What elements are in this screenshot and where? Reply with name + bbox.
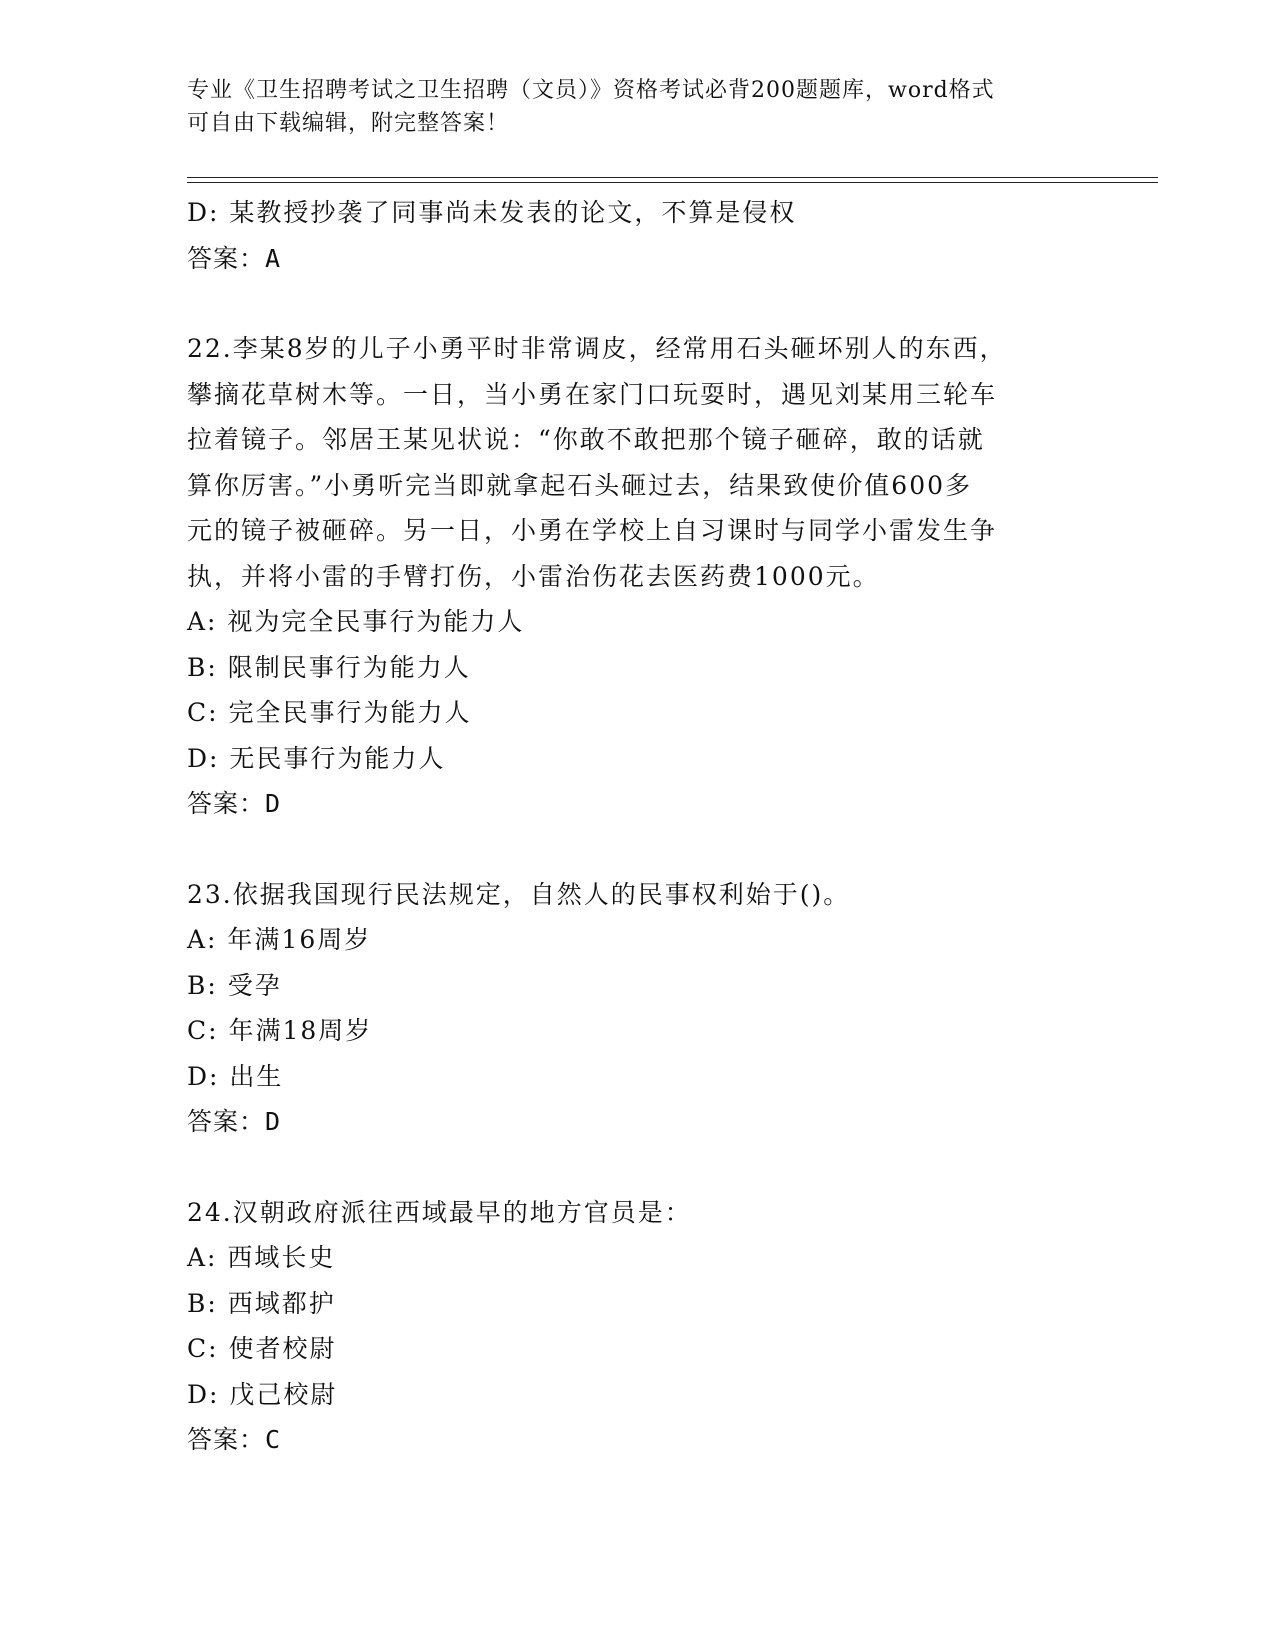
answer-line: [187, 781, 1087, 827]
answer-value: D: [265, 789, 282, 818]
stem-line: 22.李某8岁的儿子小勇平时非常调皮，经常用石头砸坏别人的东西，: [187, 334, 1007, 363]
option-c: C: 完全民事行为能力人: [187, 698, 472, 727]
spacer: [187, 281, 1087, 326]
answer-value: C: [265, 1425, 282, 1454]
answer-value: A: [265, 243, 282, 273]
stem-line: 拉着镜子。邻居王某见状说：“你敢不敢把那个镜子砸碎，敢的话就: [187, 425, 985, 454]
option-b: B: 限制民事行为能力人: [187, 652, 471, 682]
answer-label: 答案：: [187, 243, 266, 273]
question-23-stem: [187, 872, 1087, 918]
answer-label: 答案：: [187, 789, 266, 818]
option-b: B: 西域都护: [187, 1288, 336, 1318]
spacer: [187, 1145, 1087, 1190]
answer-line: [187, 1417, 1087, 1463]
stem-line: 24.汉朝政府派往西域最早的地方官员是：: [187, 1197, 692, 1227]
question-24-stem: [187, 1190, 1087, 1236]
option-d: D: 某教授抄袭了同事尚未发表的论文，不算是侵权: [187, 198, 797, 227]
question-content: [187, 190, 1087, 1463]
option-d: D: 戊己校尉: [187, 1379, 338, 1409]
header-line-2: 可自由下载编辑，附完整答案！: [187, 111, 510, 136]
stem-line: 元的镜子被砸碎。另一日，小勇在学校上自习课时与同学小雷发生争: [187, 516, 998, 545]
question-22-stem: [187, 326, 1087, 599]
answer-label: 答案：: [187, 1425, 266, 1454]
option-a: A: 视为完全民事行为能力人: [187, 607, 525, 636]
header-line-1: 专业《卫生招聘考试之卫生招聘（文员）》资格考试必背200题题库，word格式: [187, 78, 995, 103]
answer-line: [187, 236, 1087, 282]
option-c: C: 使者校尉: [187, 1334, 337, 1363]
stem-line: 算你厉害。”小勇听完当即就拿起石头砸过去，结果致使价值600多: [187, 470, 973, 500]
answer-label: 答案：: [187, 1107, 266, 1136]
answer-value: D: [265, 1107, 282, 1136]
stem-line: 攀摘花草树木等。一日，当小勇在家门口玩耍时，遇见刘某用三轮车: [187, 379, 998, 409]
option-b: B: 受孕: [187, 970, 282, 1000]
option-d: D: 出生: [187, 1061, 284, 1091]
spacer: [187, 827, 1087, 872]
document-header: [187, 74, 1087, 140]
header-divider: [187, 177, 1158, 183]
option-a: A: 年满16周岁: [187, 925, 372, 954]
option-a: A: 西域长史: [187, 1243, 336, 1272]
stem-line: 执，并将小雷的手臂打伤，小雷治伤花去医药费1000元。: [187, 561, 880, 591]
stem-line: 23.依据我国现行民法规定，自然人的民事权利始于()。: [187, 879, 851, 909]
option-c: C: 年满18周岁: [187, 1016, 373, 1045]
answer-line: [187, 1099, 1087, 1145]
option-d: D: 无民事行为能力人: [187, 743, 446, 773]
